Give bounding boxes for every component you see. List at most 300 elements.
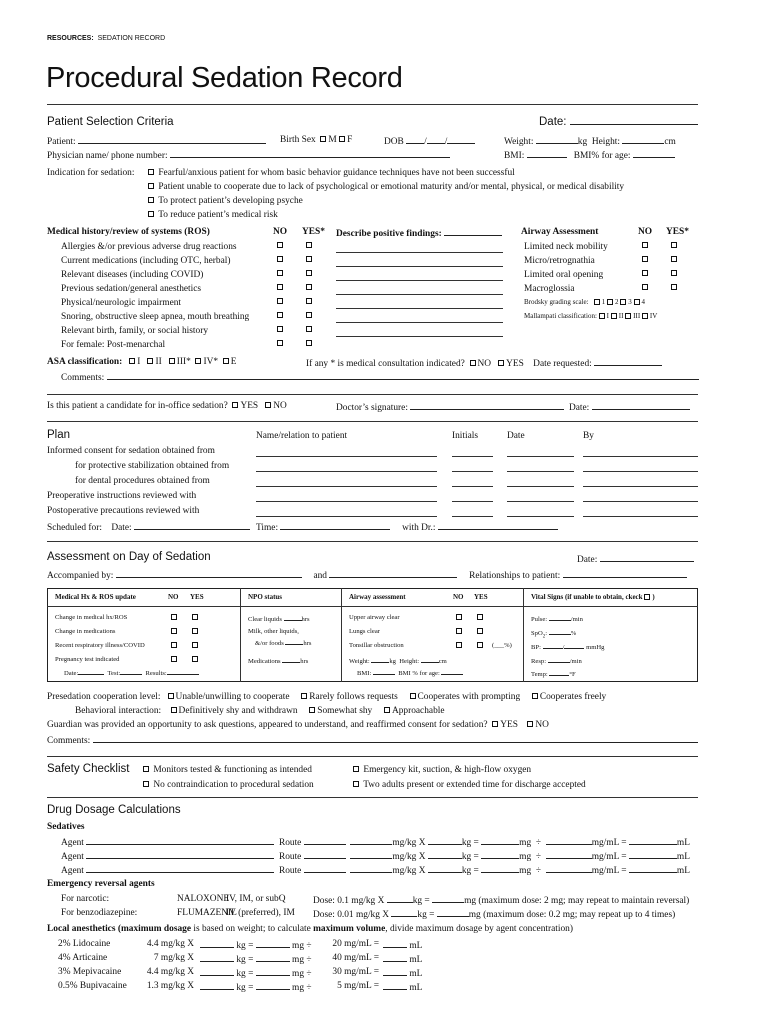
vs-bp-dia-field[interactable] [564, 643, 584, 649]
plan-date-line[interactable] [507, 501, 574, 502]
safety-checkbox[interactable] [143, 766, 149, 772]
cooperation-label: Presedation cooperation level: [47, 692, 161, 702]
airway-yes-checkbox[interactable] [671, 270, 677, 276]
vs-temp-field[interactable] [549, 670, 569, 676]
agent-name-field[interactable] [86, 837, 274, 845]
agent-conc-field[interactable] [546, 837, 592, 845]
coop-checkbox[interactable] [532, 693, 538, 699]
route-label: Route [278, 838, 302, 848]
scheduled-time-field[interactable] [280, 522, 390, 530]
plan-by-line[interactable] [583, 471, 698, 472]
local-mg-field[interactable] [256, 940, 290, 948]
agent-row [61, 865, 690, 876]
guardian-no-checkbox[interactable] [527, 721, 533, 727]
route-field[interactable] [304, 851, 346, 859]
t1-item-text: Recent respiratory illness/COVID [55, 642, 145, 649]
kg-eq: kg = [236, 955, 254, 965]
mallampati-checkbox[interactable] [611, 313, 617, 319]
agent-row [61, 837, 690, 848]
airway-yes [671, 256, 679, 265]
ros-findings-line[interactable] [336, 308, 503, 309]
airway-no-checkbox[interactable] [642, 284, 648, 290]
ros-findings-line[interactable] [336, 294, 503, 295]
accompanied-field-2[interactable] [329, 570, 457, 578]
height-label: Height: [591, 137, 620, 147]
preg-date-label: Date: [64, 670, 79, 677]
height-unit: cm [664, 137, 676, 147]
t1-yes-checkbox[interactable] [192, 656, 198, 662]
positive-findings-label: Describe positive findings: [336, 228, 502, 239]
airway-item-label [524, 271, 603, 280]
candidate-no-label: NO [273, 401, 287, 411]
physician-row [47, 150, 450, 161]
dob-year-field[interactable] [447, 136, 475, 144]
t1-yes-checkbox[interactable] [192, 614, 198, 620]
ml-label: mL [409, 983, 423, 993]
indication-item [148, 169, 515, 178]
doctor-signature-label: Doctor’s signature: [336, 403, 408, 413]
hrs-unit: hrs [301, 616, 310, 623]
local-dose-text: 4.4 mg/kg X [146, 967, 194, 977]
ros-no-checkbox[interactable] [277, 298, 283, 304]
local-conc [323, 968, 379, 977]
aw2-no-checkbox[interactable] [456, 614, 462, 620]
behavior-checkbox[interactable] [171, 707, 177, 713]
sex-f-label: F [347, 135, 353, 145]
plan-initials-line[interactable] [452, 486, 493, 487]
indication-text: Patient unable to cooperate due to lack of psychological or emotional maturity and/or mental, physical, or medical disability [158, 182, 625, 192]
vs-label: : [545, 630, 548, 637]
agent-name-field[interactable] [86, 865, 274, 873]
cooperation-row [47, 693, 606, 702]
asa-checkbox[interactable] [147, 358, 153, 364]
aw-kg-unit: kg [389, 658, 396, 665]
psc-date-field[interactable] [570, 117, 698, 125]
behavior-row [75, 707, 445, 716]
asa-checkbox[interactable] [223, 358, 229, 364]
mallampati-checkbox[interactable] [642, 313, 648, 319]
ros-findings-line[interactable] [336, 322, 503, 323]
npo-label: Clear liquids [248, 616, 282, 623]
agent-mgkg-field[interactable] [350, 865, 392, 873]
brodsky-checkbox[interactable] [620, 299, 626, 305]
plan-by-line[interactable] [583, 486, 698, 487]
weight-field[interactable] [536, 136, 578, 144]
mgkg-label: mg/kg X [392, 852, 426, 862]
agent-name-field[interactable] [86, 851, 274, 859]
plan-name-line[interactable] [256, 471, 437, 472]
local-ml-field[interactable] [383, 940, 407, 948]
accompanied-field-1[interactable] [116, 570, 302, 578]
date-requested-label: Date requested: [533, 359, 592, 369]
ros-yes-checkbox[interactable] [306, 326, 312, 332]
local-ml-field[interactable] [383, 982, 407, 990]
behavior-opt: Approachable [391, 706, 445, 716]
candidate-label: Is this patient a candidate for in-office sedation? [47, 401, 228, 411]
mg-label: mg [292, 983, 305, 993]
coop-opt: Unable/unwilling to cooperate [175, 692, 290, 702]
plan-date-line[interactable] [507, 516, 574, 517]
div-sign: ÷ [535, 852, 541, 862]
ros-no [277, 312, 285, 321]
local-dose [142, 954, 194, 963]
npo-foods-field[interactable] [285, 639, 303, 645]
aw-bmi-pct-field[interactable] [441, 669, 463, 675]
local-calc [200, 982, 312, 993]
safety-checkbox[interactable] [353, 766, 359, 772]
naloxone-mg-field[interactable] [432, 895, 464, 903]
t1-item-label [55, 643, 145, 650]
route-field[interactable] [304, 865, 346, 873]
ros-yes-checkbox[interactable] [306, 284, 312, 290]
aw2-yes-checkbox[interactable] [477, 628, 483, 634]
plan-initials-line[interactable] [452, 471, 493, 472]
table-divider [240, 588, 241, 682]
plan-name-line[interactable] [256, 516, 437, 517]
agent-mg-field[interactable] [481, 851, 519, 859]
ros-no-checkbox[interactable] [277, 270, 283, 276]
aw-header: Airway assessment [349, 593, 406, 601]
ros-no-checkbox[interactable] [277, 256, 283, 262]
flumazenil-mg-field[interactable] [437, 909, 469, 917]
local-kg-field[interactable] [200, 968, 234, 976]
ros-no [277, 256, 285, 265]
airway-item-text: Macroglossia [524, 284, 575, 294]
indication-text: To protect patient’s developing psyche [158, 196, 303, 206]
positive-findings-field[interactable] [444, 228, 502, 236]
airway-no-checkbox[interactable] [642, 270, 648, 276]
vs-pulse-field[interactable] [549, 615, 571, 621]
agent-kg-field[interactable] [428, 837, 462, 845]
plan-initials-line[interactable] [452, 456, 493, 457]
date-requested-field[interactable] [594, 358, 662, 366]
agent-mg-field[interactable] [481, 837, 519, 845]
scheduled-date-label: Date: [111, 523, 132, 533]
plan-by-line[interactable] [583, 456, 698, 457]
t1-yes-checkbox[interactable] [192, 628, 198, 634]
guardian-yes-checkbox[interactable] [492, 721, 498, 727]
ros-no [277, 242, 285, 251]
mallampati-checkbox[interactable] [599, 313, 605, 319]
preg-results-field[interactable] [167, 669, 199, 675]
ros-findings-line[interactable] [336, 266, 503, 267]
safety-checkbox[interactable] [353, 781, 359, 787]
safety-text: Emergency kit, suction, & high-flow oxygen [363, 765, 532, 775]
vs-spo2-field[interactable] [549, 629, 571, 635]
aw-height-field[interactable] [421, 657, 439, 663]
ros-yes [306, 312, 314, 321]
plan-initials-line[interactable] [452, 516, 493, 517]
ros-item-text: Previous sedation/general anesthetics [61, 284, 202, 294]
bmi-pct-field[interactable] [633, 150, 675, 158]
patient-field[interactable] [78, 136, 266, 144]
brodsky-label: Brodsky grading scale: [524, 298, 589, 307]
naloxone-calc [313, 895, 689, 906]
airway-yes-checkbox[interactable] [671, 256, 677, 262]
local-ml-field[interactable] [383, 968, 407, 976]
agent-label: Agent [61, 838, 84, 848]
hrs-unit: hrs [300, 658, 309, 665]
consult-yes-checkbox[interactable] [498, 360, 504, 366]
local-name-text: 4% Articaine [58, 953, 108, 963]
mg-label: mg [519, 838, 532, 848]
npo-clear-row [248, 615, 310, 624]
route-label: Route [278, 852, 302, 862]
ros-findings-line[interactable] [336, 280, 503, 281]
local-kg-field[interactable] [200, 982, 234, 990]
safety-checkbox[interactable] [143, 781, 149, 787]
local-kg-field[interactable] [200, 940, 234, 948]
dob-day-field[interactable] [427, 136, 445, 144]
local-dose [142, 940, 194, 949]
npo-clear-field[interactable] [284, 615, 302, 621]
local-ml-field[interactable] [383, 954, 407, 962]
airway-yes-checkbox[interactable] [671, 284, 677, 290]
airway-yes [671, 270, 679, 279]
coop-opt: Cooperates freely [539, 692, 607, 702]
sex-f-checkbox[interactable] [339, 136, 345, 142]
asa-opt: E [230, 357, 237, 367]
ros-findings-line[interactable] [336, 336, 503, 337]
npo-med-field[interactable] [282, 657, 300, 663]
brodsky-checkbox[interactable] [634, 299, 640, 305]
airway-yes-checkbox[interactable] [671, 242, 677, 248]
asa-opt: II [155, 357, 162, 367]
plan-name-line[interactable] [256, 501, 437, 502]
ros-yes-checkbox[interactable] [306, 242, 312, 248]
behavior-checkbox[interactable] [384, 707, 390, 713]
kg-eq: kg = [461, 852, 479, 862]
ros-no-header: NO [273, 227, 288, 237]
airway-no [642, 242, 650, 251]
agent-kg-field[interactable] [428, 865, 462, 873]
vs-label: Temp: [531, 671, 548, 678]
coop-checkbox[interactable] [301, 693, 307, 699]
indication-label: Indication for sedation: [47, 168, 135, 178]
guardian-label: Guardian was provided an opportunity to ask questions, appeared to understand, and reaffirmed consent for sedation? [47, 720, 488, 730]
npo-foods-row [255, 639, 311, 648]
preg-test-field[interactable] [120, 669, 142, 675]
t1-yes [192, 642, 200, 651]
ros-item-label [61, 285, 201, 294]
agent-ml-field[interactable] [629, 865, 677, 873]
local-calc [200, 954, 312, 965]
ros-no-checkbox[interactable] [277, 326, 283, 332]
aw2-item-label [349, 643, 404, 650]
flumazenil-kg-field[interactable] [391, 909, 417, 917]
vs-resp-field[interactable] [548, 657, 570, 663]
t1-no-checkbox[interactable] [171, 628, 177, 634]
t1-header: Medical Hx & ROS update [55, 593, 136, 601]
dob-month-field[interactable] [406, 136, 424, 144]
ros-yes-checkbox[interactable] [306, 256, 312, 262]
ros-item-text: Allergies &/or previous adverse drug reactions [61, 242, 237, 252]
brodsky-checkbox[interactable] [607, 299, 613, 305]
t1-no-checkbox[interactable] [171, 642, 177, 648]
height-field[interactable] [622, 136, 664, 144]
indication-item [148, 197, 303, 206]
flumazenil-dose: Dose: 0.01 mg/kg X [313, 910, 390, 920]
t1-no-checkbox[interactable] [171, 614, 177, 620]
narcotic-for: For narcotic: [61, 894, 110, 904]
local-dose-text: 7 mg/kg X [153, 953, 194, 963]
coop-comments-label: Comments: [47, 736, 91, 746]
coop-opt: Rarely follows requests [309, 692, 398, 702]
local-name [58, 954, 107, 963]
div-sign: ÷ [306, 941, 312, 951]
local-mg-field[interactable] [256, 954, 290, 962]
kg-eq: kg = [461, 866, 479, 876]
local-kg-field[interactable] [200, 954, 234, 962]
npo-milk-label: Milk, other liquids, [248, 628, 299, 635]
plan-row-text: Preoperative instructions reviewed with [47, 491, 197, 501]
bmi-field[interactable] [527, 150, 567, 158]
aw2-yes-checkbox[interactable] [477, 642, 483, 648]
agent-mg-field[interactable] [481, 865, 519, 873]
vs-row [531, 670, 576, 679]
ros-yes-checkbox[interactable] [306, 270, 312, 276]
local-mg-field[interactable] [256, 982, 290, 990]
ros-no-checkbox[interactable] [277, 284, 283, 290]
asa-checkbox[interactable] [169, 358, 175, 364]
local-dose [142, 968, 194, 977]
ros-yes-checkbox[interactable] [306, 298, 312, 304]
candidate-no-checkbox[interactable] [265, 402, 271, 408]
asa-label: ASA classification: [47, 357, 123, 367]
vs-row [531, 615, 583, 624]
brodsky-opt: 4 [641, 298, 646, 307]
behavior-label: Behavioral interaction: [75, 706, 162, 716]
aw-bmi-row [357, 669, 463, 678]
agent-mgkg-field[interactable] [350, 837, 392, 845]
airway-item-label [524, 285, 575, 294]
scheduled-label: Scheduled for: [47, 523, 102, 533]
indication-checkbox[interactable] [148, 183, 154, 189]
indication-checkbox[interactable] [148, 197, 154, 203]
kg-eq: kg = [461, 838, 479, 848]
aw2-no-checkbox[interactable] [456, 642, 462, 648]
airway-no-checkbox[interactable] [642, 242, 648, 248]
coop-checkbox[interactable] [410, 693, 416, 699]
aw-bmi-field[interactable] [373, 669, 395, 675]
hrs-unit: hrs [303, 640, 312, 647]
asa-checkbox[interactable] [129, 358, 135, 364]
safety-item [353, 766, 531, 775]
t1-yes-checkbox[interactable] [192, 642, 198, 648]
breadcrumb-section: SEDATION RECORD [97, 35, 166, 42]
title-divider [47, 104, 698, 105]
local-dose-text: 1.3 mg/kg X [146, 981, 194, 991]
doctor-signature-field[interactable] [410, 402, 564, 410]
brodsky-checkbox[interactable] [594, 299, 600, 305]
plan-date-line[interactable] [507, 456, 574, 457]
agent-conc-field[interactable] [546, 865, 592, 873]
behavior-checkbox[interactable] [309, 707, 315, 713]
aods-date-field[interactable] [600, 554, 694, 562]
agent-mgkg-field[interactable] [350, 851, 392, 859]
candidate-yes-checkbox[interactable] [232, 402, 238, 408]
plan-name-line[interactable] [256, 486, 437, 487]
flumazenil-name: FLUMAZENIL [177, 908, 237, 918]
vs-unable-checkbox[interactable] [644, 594, 650, 600]
vs-bp-sys-field[interactable] [543, 643, 563, 649]
agent-kg-field[interactable] [428, 851, 462, 859]
plan-initials-line[interactable] [452, 501, 493, 502]
guardian-row [47, 721, 549, 730]
physician-field[interactable] [170, 150, 450, 158]
agent-row [61, 851, 690, 862]
mallampati-checkbox[interactable] [625, 313, 631, 319]
with-dr-field[interactable] [438, 522, 558, 530]
signature-date-field[interactable] [592, 402, 690, 410]
aw2-no-checkbox[interactable] [456, 628, 462, 634]
agent-ml-field[interactable] [629, 837, 677, 845]
plan-by-line[interactable] [583, 501, 698, 502]
ros-item-text: For female: Post-menarchal [61, 340, 166, 350]
ros-findings-line[interactable] [336, 252, 503, 253]
plan-row-label [47, 507, 199, 516]
naloxone-route: IV, IM, or subQ [226, 894, 286, 904]
route-field[interactable] [304, 837, 346, 845]
scheduled-date-field[interactable] [134, 522, 250, 530]
ros-no-checkbox[interactable] [277, 340, 283, 346]
ros-no-checkbox[interactable] [277, 242, 283, 248]
t1-no-checkbox[interactable] [171, 656, 177, 662]
ml-label: mL [409, 941, 423, 951]
asa-checkbox[interactable] [195, 358, 201, 364]
section-divider [47, 421, 698, 422]
ros-no-checkbox[interactable] [277, 312, 283, 318]
local-conc-text: 5 mg/mL = [337, 981, 379, 991]
plan-date-line[interactable] [507, 471, 574, 472]
naloxone-kg-field[interactable] [387, 895, 413, 903]
plan-col-name: Name/relation to patient [256, 431, 348, 441]
mg-label: mg [519, 852, 532, 862]
candidate-yes-label: YES [240, 401, 259, 411]
coop-comments-field[interactable] [93, 735, 698, 743]
aw-weight-field[interactable] [371, 657, 389, 663]
plan-date-line[interactable] [507, 486, 574, 487]
plan-by-line[interactable] [583, 516, 698, 517]
coop-checkbox[interactable] [168, 693, 174, 699]
ros-no [277, 270, 285, 279]
asa-row [47, 358, 237, 367]
route-label: Route [278, 866, 302, 876]
indication-checkbox[interactable] [148, 211, 154, 217]
ros-yes-checkbox[interactable] [306, 312, 312, 318]
local-result [383, 954, 422, 965]
sex-m-checkbox[interactable] [320, 136, 326, 142]
plan-name-line[interactable] [256, 456, 437, 457]
asa-comments-field[interactable] [107, 372, 699, 380]
asa-opt: III* [176, 357, 191, 367]
airway-no-checkbox[interactable] [642, 256, 648, 262]
ros-yes-checkbox[interactable] [306, 340, 312, 346]
aw2-yes-checkbox[interactable] [477, 614, 483, 620]
relationships-field[interactable] [563, 570, 687, 578]
aw-height-label: Height: [399, 658, 420, 665]
agent-conc-field[interactable] [546, 851, 592, 859]
indication-checkbox[interactable] [148, 169, 154, 175]
brodsky-opt: 1 [601, 298, 606, 307]
asa-comments-line2[interactable] [47, 394, 698, 395]
ros-item-text: Current medications (including OTC, herbal) [61, 256, 231, 266]
agent-ml-field[interactable] [629, 851, 677, 859]
local-mg-field[interactable] [256, 968, 290, 976]
plan-row-label [75, 477, 210, 486]
preg-date-field[interactable] [78, 669, 104, 675]
consult-no-checkbox[interactable] [470, 360, 476, 366]
